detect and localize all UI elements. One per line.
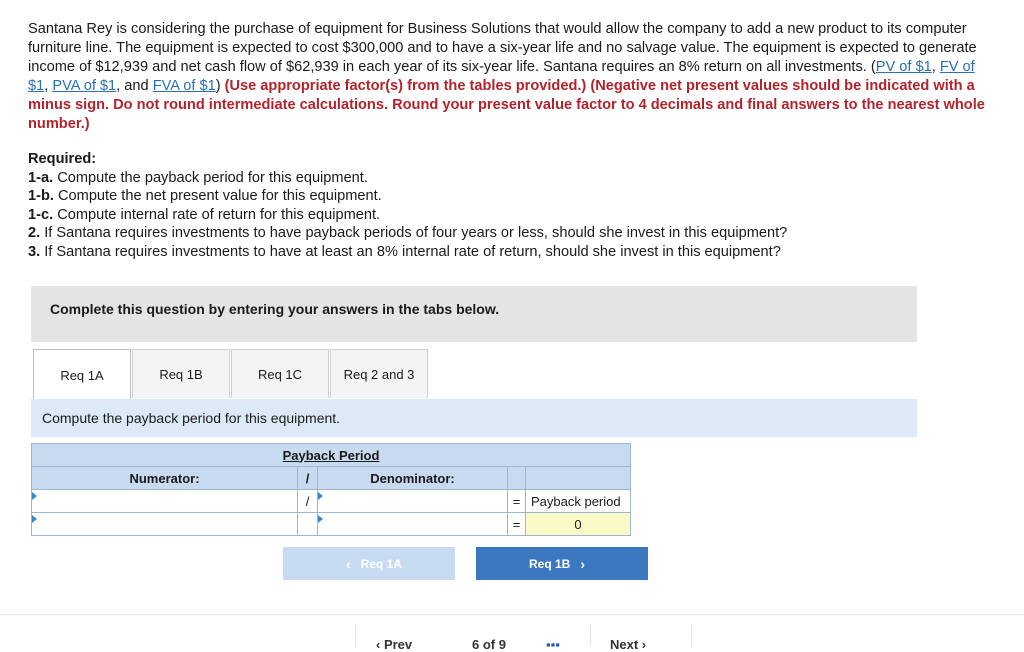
table-title: Payback Period: [32, 444, 631, 467]
required-item: 1-b. Compute the net present value for this equipment.: [28, 188, 382, 205]
instruction-text: Compute the payback period for this equipment.: [42, 410, 341, 426]
denominator-value-input[interactable]: [318, 513, 508, 536]
chevron-left-icon: ‹: [376, 637, 384, 652]
payback-period-label: Payback period: [526, 490, 631, 513]
payback-period-table: [31, 443, 631, 536]
blank-header: [526, 467, 631, 490]
next-tab-label: Req 1B: [528, 556, 571, 571]
required-heading: Required:: [28, 151, 97, 167]
numerator-value-input[interactable]: [32, 513, 298, 536]
tab-instruction: [31, 399, 917, 437]
fv-of-1-link[interactable]: FV of $1: [28, 59, 975, 94]
tab-req-1b[interactable]: Req 1B: [132, 349, 230, 398]
divider: [691, 625, 692, 646]
footer-navigation: [0, 614, 1024, 652]
problem-instructions: (Use appropriate factor(s) from the tables provided.) (Negative net present values should be indicated with a minus sign. Do not round intermediate calculations. Round your present value factor to 4 decimals and final answers to the nearest whole number.): [28, 78, 985, 132]
fva-of-1-link[interactable]: FVA of $1: [152, 78, 216, 94]
separator: , and: [116, 78, 153, 94]
next-tab-button[interactable]: [476, 547, 648, 580]
prev-tab-button[interactable]: [283, 547, 455, 580]
slash-empty: [298, 513, 318, 536]
slash: /: [298, 490, 318, 513]
chevron-left-icon: ‹: [345, 555, 351, 572]
blank-header: [508, 467, 526, 490]
banner-text: Complete this question by entering your answers in the tabs below.: [50, 301, 500, 317]
chevron-right-icon: ›: [638, 637, 647, 652]
required-item: 1-a. Compute the payback period for this equipment.: [28, 169, 368, 186]
next-question-button[interactable]: Next ›: [610, 637, 647, 652]
tab-req-1a[interactable]: Req 1A: [33, 349, 131, 400]
pva-of-1-link[interactable]: PVA of $1: [52, 78, 117, 94]
denominator-header: Denominator:: [318, 467, 508, 490]
divider: [355, 625, 356, 646]
numerator-label-input[interactable]: [32, 490, 298, 513]
slash-header: /: [298, 467, 318, 490]
tab-req-1c[interactable]: Req 1C: [231, 349, 329, 398]
prev-question-button[interactable]: ‹ Prev: [376, 637, 413, 652]
separator: ,: [44, 78, 53, 94]
separator: ): [215, 78, 225, 94]
payback-period-result: 0: [526, 513, 631, 536]
grid-icon[interactable]: ▪▪▪: [546, 637, 560, 652]
separator: ,: [931, 59, 940, 75]
prev-tab-label: Req 1A: [360, 556, 402, 571]
denominator-label-input[interactable]: [318, 490, 508, 513]
equals: =: [508, 490, 526, 513]
divider: [590, 625, 591, 646]
problem-text: [28, 20, 998, 134]
page-indicator[interactable]: 6 of 9: [472, 637, 506, 652]
pv-of-1-link[interactable]: PV of $1: [875, 59, 932, 75]
required-item: 1-c. Compute internal rate of return for this equipment.: [28, 206, 381, 223]
problem-intro: Santana Rey is considering the purchase of equipment for Business Solutions that would allow the company to add a new product to its computer furniture line. The equipment is expected to cost $300,000 and to have a six-year life and no salvage value. The equipment is expected to generate income of $12,939 and net cash flow of $62,939 in each year of its six-year life. Santana requires an 8% return on all investments. (: [28, 21, 977, 75]
required-item: 2. If Santana requires investments to have payback periods of four years or less, should she invest in this equipment?: [28, 225, 788, 242]
equals: =: [508, 513, 526, 536]
numerator-header: Numerator:: [32, 467, 298, 490]
tab-req-2-and-3[interactable]: Req 2 and 3: [330, 349, 428, 398]
chevron-right-icon: ›: [580, 555, 585, 572]
required-item: 3. If Santana requires investments to have at least an 8% internal rate of return, should she invest in this equipment?: [28, 243, 781, 260]
instructions-banner: [31, 286, 917, 342]
required-section: [28, 150, 998, 262]
